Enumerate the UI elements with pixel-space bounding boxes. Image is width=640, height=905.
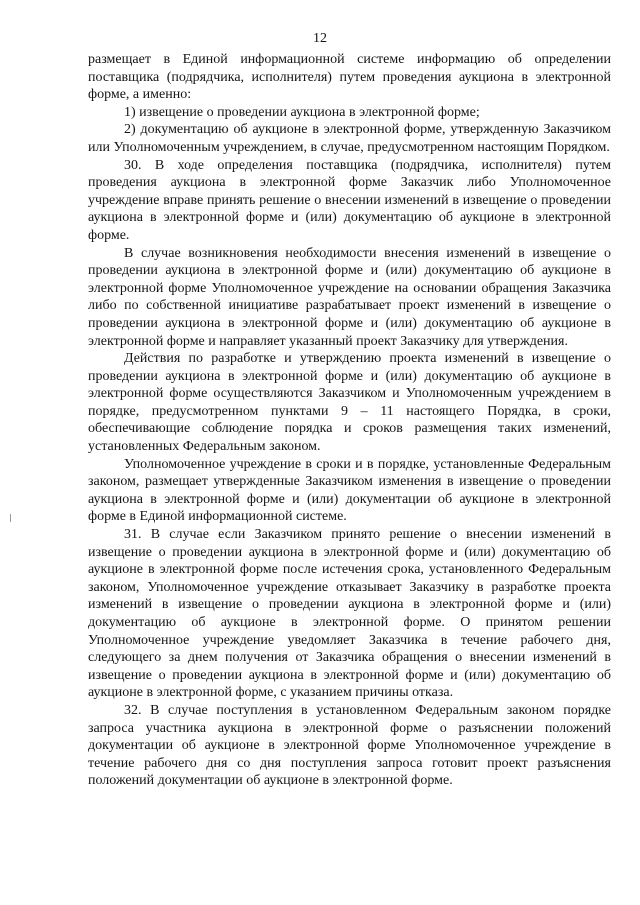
list-item-2: 2) документацию об аукционе в электронной форме, утвержденную Заказчиком или Уполномоченным учреждением, в случае, предусмотренном настоящим Порядком. bbox=[88, 122, 611, 155]
clause-30-changes-paragraph: В случае возникновения необходимости внесения изменений в извещение о проведении аукциона в электронной форме и (или) документацию об аукционе в электронной форме Уполномоченное учреждение на основании обращения Заказчика либо по собственной инициативе разрабатывает проект изменений в извещение о проведении аукциона в электронной форме и (или) документацию об аукционе в электронной форме и направляет указанный проект Заказчику для утверждения. bbox=[88, 245, 611, 349]
page-number: 12 bbox=[313, 31, 327, 46]
paragraph-intro: размещает в Единой информационной системе информацию об определении поставщика (подрядчика, исполнителя) путем проведения аукциона в электронной форме, а именно: bbox=[88, 52, 611, 103]
clause-30-publication-paragraph: Уполномоченное учреждение в сроки и в порядке, установленные Федеральным законом, размещает утвержденные Заказчиком изменения в извещение о проведении аукциона в электронной форме и (или) документации об аукционе в электронной форме в Единой информационной системе. bbox=[88, 456, 611, 525]
clause-30-actions-paragraph: Действия по разработке и утверждению проекта изменений в извещение о проведении аукциона в электронной форме и (или) документацию об аукционе в электронной форме осуществляются Заказчиком и Уполномоченным учреждением в порядке, предусмотренном пунктами 9 – 11 настоящего Порядка, в сроки, обеспечивающие соблюдение порядка и сроков размещения таких изменений, установленных Федеральным законом. bbox=[88, 351, 611, 455]
clause-31: 31. В случае если Заказчиком принято решение о внесении изменений в извещение о проведении аукциона в электронной форме и (или) документацию об аукционе в электронной форме после истечения срока, установленного Федеральным законом, Уполномоченное учреждение отказывает Заказчику в разработке проекта изменений в извещение о проведении аукциона в электронной форме и (или) документацию об аукционе в электронной форме. О принятом решении Уполномоченное учреждение уведомляет Заказчика в течение рабочего дня, следующего за днем получения от Заказчика обращения о внесении изменений в извещение о проведении аукциона в электронной форме и (или) документацию об аукционе в электронной форме, с указанием причины отказа. bbox=[88, 527, 611, 701]
clause-32: 32. В случае поступления в установленном Федеральным законом порядке запроса участника аукциона в электронной форме о разъяснении положений документации об аукционе в электронной форме Уполномоченное учреждение в течение рабочего дня со дня поступления запроса готовит проект разъяснения положений документации об аукционе в электронной форме. bbox=[88, 702, 611, 789]
document-body bbox=[88, 51, 611, 790]
clause-30: 30. В ходе определения поставщика (подрядчика, исполнителя) путем проведения аукциона в электронной форме Заказчик либо Уполномоченное учреждение вправе принять решение о внесении изменений в извещение о проведении аукциона в электронной форме и (или) документацию об аукционе в электронной форме. bbox=[88, 157, 611, 243]
list-item-1: 1) извещение о проведении аукциона в электронной форме; bbox=[124, 104, 480, 120]
margin-mark bbox=[10, 514, 11, 522]
